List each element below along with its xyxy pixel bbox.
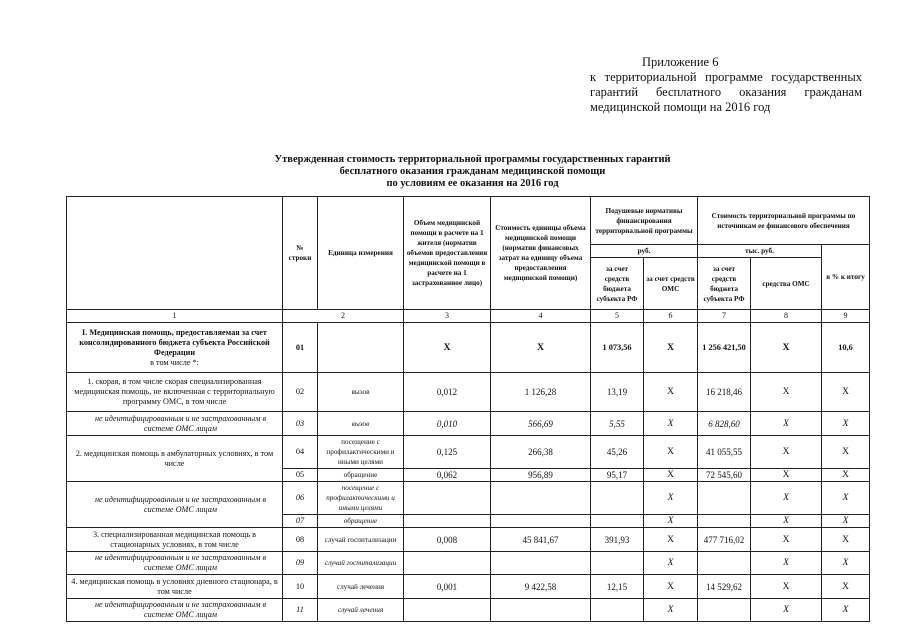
row-total-budget bbox=[698, 552, 751, 575]
row-label: не идентифицированным и не застрахованным в системе ОМС лицам bbox=[67, 599, 283, 622]
row-unit: случай госпитализации bbox=[318, 552, 404, 575]
row-oms: X bbox=[644, 515, 698, 528]
row-oms: X bbox=[644, 599, 698, 622]
header-total-budget: за счет средств бюджета субъекта РФ bbox=[698, 258, 751, 310]
row-unit bbox=[318, 323, 404, 373]
col-number: 4 bbox=[491, 310, 591, 323]
row-unit: случай лечения bbox=[318, 599, 404, 622]
row-cost: 9 422,58 bbox=[491, 575, 591, 599]
row-oms: X bbox=[644, 436, 698, 469]
row-oms: X bbox=[644, 482, 698, 515]
header-unit: Единица измерения bbox=[318, 197, 404, 310]
row-label: 3. специализированная медицинская помощь в стационарных условиях, в том числе bbox=[67, 528, 283, 552]
row-total-budget: 72 545,60 bbox=[698, 469, 751, 482]
row-cost bbox=[491, 552, 591, 575]
row-label: 1. скорая, в том числе скорая специализированная медицинская помощь, не включенная с территориальную программу ОМС, в том числе bbox=[67, 373, 283, 412]
col-number: 7 bbox=[698, 310, 751, 323]
row-total-oms: X bbox=[751, 575, 822, 599]
header-unit-cost: Стоимость единицы объема медицинской помощи (норматив финансовых затрат на единицу объема предоставления медицинской помощи) bbox=[491, 197, 591, 310]
row-cost: 566,69 bbox=[491, 412, 591, 436]
row-total-budget bbox=[698, 515, 751, 528]
row-oms: X bbox=[644, 552, 698, 575]
row-total-oms: X bbox=[751, 436, 822, 469]
col-number: 8 bbox=[751, 310, 822, 323]
appendix-line: гарантий бесплатного оказания гражданам bbox=[590, 85, 862, 99]
document-title bbox=[180, 154, 765, 190]
row-label: не идентифицированным и не застрахованным в системе ОМС лицам bbox=[67, 552, 283, 575]
row-number: 04 bbox=[283, 436, 318, 469]
row-number: 09 bbox=[283, 552, 318, 575]
col-number: 6 bbox=[644, 310, 698, 323]
appendix-line: к территориальной программе государственных bbox=[590, 70, 862, 84]
header-volume: Объем медицинской помощи в расчете на 1 жителя (норматив объемов предоставления медицинской помощи в расчете на 1 застрахованное лицо) bbox=[404, 197, 491, 310]
row-budget bbox=[591, 482, 644, 515]
header-per-capita-unit: руб. bbox=[591, 245, 698, 258]
row-total-budget: 6 828,60 bbox=[698, 412, 751, 436]
row-budget: 391,93 bbox=[591, 528, 644, 552]
row-label: 4. медицинская помощь в условиях дневного стационара, в том числе bbox=[67, 575, 283, 599]
col-number: 2 bbox=[283, 310, 404, 323]
row-number: 03 bbox=[283, 412, 318, 436]
row-oms: X bbox=[644, 575, 698, 599]
row-budget: 45,26 bbox=[591, 436, 644, 469]
header-total-cost: Стоимость территориальной программы по источникам ее финансового обеспечения bbox=[698, 197, 870, 245]
row-total-oms: X bbox=[751, 528, 822, 552]
appendix-line: медицинской помощи на 2016 год bbox=[590, 100, 771, 114]
table-row bbox=[67, 599, 870, 622]
row-number: 08 bbox=[283, 528, 318, 552]
row-number: 10 bbox=[283, 575, 318, 599]
row-budget: 13,19 bbox=[591, 373, 644, 412]
table-row bbox=[67, 323, 870, 373]
header-oms: за счет средств ОМС bbox=[644, 258, 698, 310]
row-volume bbox=[404, 552, 491, 575]
row-budget: 5,55 bbox=[591, 412, 644, 436]
row-cost bbox=[491, 515, 591, 528]
row-number: 11 bbox=[283, 599, 318, 622]
appendix-header bbox=[590, 55, 862, 115]
row-total-budget: 16 218,46 bbox=[698, 373, 751, 412]
header-row-no: № строки bbox=[283, 197, 318, 310]
row-volume: 0,125 bbox=[404, 436, 491, 469]
row-oms: X bbox=[644, 412, 698, 436]
row-percent: X bbox=[822, 373, 870, 412]
header-per-capita: Подушевые нормативы финансирования территориальной программы bbox=[591, 197, 698, 245]
row-percent: X bbox=[822, 528, 870, 552]
row-label: не идентифицированным и не застрахованным в системе ОМС лицам bbox=[67, 482, 283, 528]
appendix-number: Приложение 6 bbox=[642, 55, 719, 69]
row-budget bbox=[591, 599, 644, 622]
row-unit: случай лечения bbox=[318, 575, 404, 599]
cost-table bbox=[66, 196, 870, 622]
row-number: 05 bbox=[283, 469, 318, 482]
row-budget: 1 073,56 bbox=[591, 323, 644, 373]
row-number: 07 bbox=[283, 515, 318, 528]
row-cost bbox=[491, 482, 591, 515]
row-percent: X bbox=[822, 599, 870, 622]
row-total-oms: X bbox=[751, 515, 822, 528]
row-volume bbox=[404, 482, 491, 515]
table-row bbox=[67, 373, 870, 412]
row-label: не идентифицированным и не застрахованным в системе ОМС лицам bbox=[67, 412, 283, 436]
header-total-oms: средства ОМС bbox=[751, 258, 822, 310]
row-total-oms: X bbox=[751, 469, 822, 482]
row-percent: X bbox=[822, 575, 870, 599]
row-percent: X bbox=[822, 552, 870, 575]
row-cost: X bbox=[491, 323, 591, 373]
row-number: 06 bbox=[283, 482, 318, 515]
row-total-budget: 41 055,55 bbox=[698, 436, 751, 469]
row-total-oms: X bbox=[751, 373, 822, 412]
col-number: 5 bbox=[591, 310, 644, 323]
row-unit: посещение с профилактическими и иными целями bbox=[318, 436, 404, 469]
title-line: по условиям ее оказания на 2016 год bbox=[386, 178, 559, 189]
row-total-oms: X bbox=[751, 323, 822, 373]
row-cost: 1 126,28 bbox=[491, 373, 591, 412]
row-oms: X bbox=[644, 528, 698, 552]
col-number: 1 bbox=[67, 310, 283, 323]
header-label-empty bbox=[67, 197, 283, 310]
row-cost bbox=[491, 599, 591, 622]
table-row bbox=[67, 482, 870, 515]
row-number: 02 bbox=[283, 373, 318, 412]
row-budget: 12,15 bbox=[591, 575, 644, 599]
row-volume: 0,010 bbox=[404, 412, 491, 436]
row-oms: X bbox=[644, 469, 698, 482]
row-percent: 10,6 bbox=[822, 323, 870, 373]
row-number: 01 bbox=[283, 323, 318, 373]
row-volume: 0,012 bbox=[404, 373, 491, 412]
row-oms: X bbox=[644, 373, 698, 412]
title-line: бесплатного оказания гражданам медицинской помощи bbox=[339, 166, 606, 177]
row-cost: 956,89 bbox=[491, 469, 591, 482]
row-unit: вызов bbox=[318, 412, 404, 436]
header-percent: в % к итогу bbox=[822, 245, 870, 310]
row-percent: X bbox=[822, 436, 870, 469]
row-volume bbox=[404, 599, 491, 622]
col-number: 9 bbox=[822, 310, 870, 323]
row-total-budget: 477 716,02 bbox=[698, 528, 751, 552]
row-unit: случай госпитализации bbox=[318, 528, 404, 552]
row-volume: X bbox=[404, 323, 491, 373]
row-unit: обращение bbox=[318, 469, 404, 482]
row-budget: 95,17 bbox=[591, 469, 644, 482]
row-label: 2. медицинская помощь в амбулаторных условиях, в том числе bbox=[67, 436, 283, 482]
row-oms: X bbox=[644, 323, 698, 373]
row-sublabel: в том числе *: bbox=[150, 357, 199, 367]
row-label-text: I. Медицинская помощь, предоставляемая за счет консолидированного бюджета субъекта Российской Федерации bbox=[79, 327, 270, 357]
row-percent: X bbox=[822, 469, 870, 482]
row-volume: 0,001 bbox=[404, 575, 491, 599]
row-budget bbox=[591, 515, 644, 528]
row-unit: посещение с профилактическими и иными целями bbox=[318, 482, 404, 515]
table-row bbox=[67, 528, 870, 552]
row-volume bbox=[404, 515, 491, 528]
table-row bbox=[67, 552, 870, 575]
row-label bbox=[67, 323, 283, 373]
row-total-oms: X bbox=[751, 482, 822, 515]
header-budget: за счет средств бюджета субъекта РФ bbox=[591, 258, 644, 310]
row-volume: 0,008 bbox=[404, 528, 491, 552]
row-total-budget: 14 529,62 bbox=[698, 575, 751, 599]
row-cost: 45 841,67 bbox=[491, 528, 591, 552]
title-line: Утвержденная стоимость территориальной программы государственных гарантий bbox=[274, 154, 671, 165]
row-volume: 0,062 bbox=[404, 469, 491, 482]
row-unit: обращение bbox=[318, 515, 404, 528]
table-row bbox=[67, 575, 870, 599]
row-total-oms: X bbox=[751, 412, 822, 436]
table-row bbox=[67, 412, 870, 436]
row-total-oms: X bbox=[751, 552, 822, 575]
row-total-oms: X bbox=[751, 599, 822, 622]
row-budget bbox=[591, 552, 644, 575]
row-total-budget: 1 256 421,50 bbox=[698, 323, 751, 373]
row-percent: X bbox=[822, 482, 870, 515]
row-unit: вызов bbox=[318, 373, 404, 412]
table-row bbox=[67, 436, 870, 469]
row-total-budget bbox=[698, 482, 751, 515]
col-number: 3 bbox=[404, 310, 491, 323]
header-total-unit: тыс. руб. bbox=[698, 245, 822, 258]
row-total-budget bbox=[698, 599, 751, 622]
row-percent: X bbox=[822, 515, 870, 528]
row-percent: X bbox=[822, 412, 870, 436]
row-cost: 266,38 bbox=[491, 436, 591, 469]
